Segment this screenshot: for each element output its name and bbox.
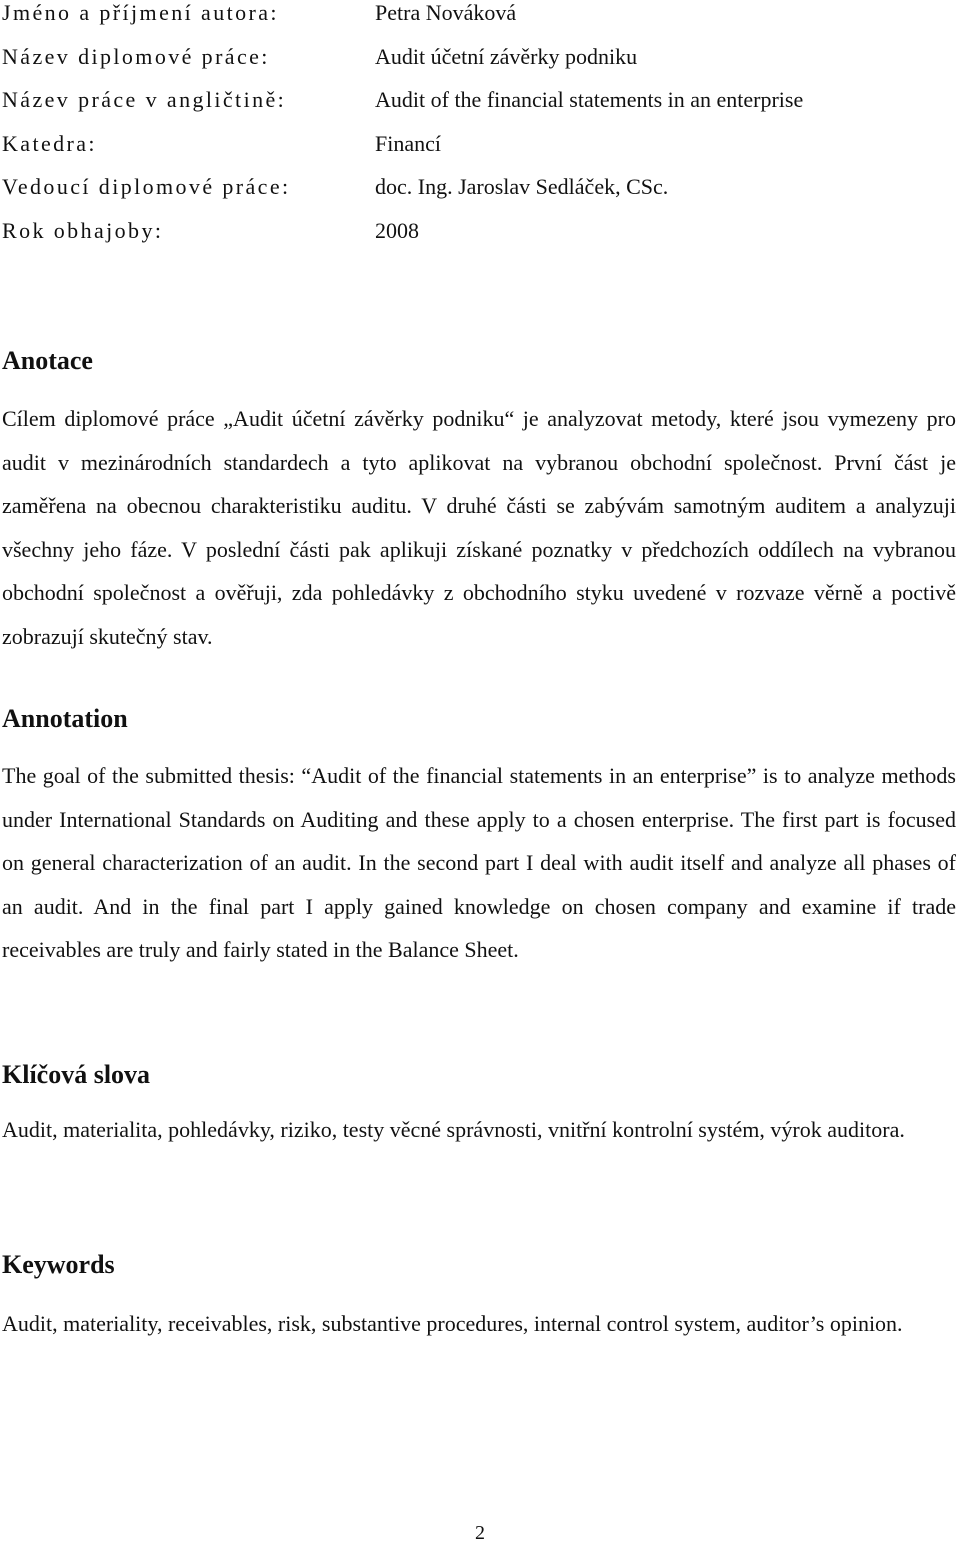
- keywords-heading: Keywords: [2, 1250, 115, 1279]
- department-row: [2, 131, 942, 175]
- defense-year-row: [2, 218, 942, 262]
- supervisor-row: [2, 174, 942, 218]
- thesis-title-value: Audit účetní závěrky podniku: [375, 43, 638, 69]
- english-title-row: [2, 87, 942, 131]
- english-title-label: Název práce v angličtině:: [2, 87, 287, 112]
- anotace-text: Cílem diplomové práce „Audit účetní závěrky podniku“ je analyzovat metody, které jsou vymezeny pro audit v mezinárodních standardech a tyto aplikovat na vybranou obchodní společnost. První část je zaměřena na obecnou charakteristiku auditu. V druhé části se zabývám samotným auditem a analyzuji všechny jeho fáze. V poslední části pak aplikuji získané poznatky v předchozích oddílech na vybranou obchodní společnost a ověřuji, zda pohledávky z obchodního styku uvedené v rozvaze věrně a poctivě zobrazují skutečný stav.: [2, 406, 956, 649]
- annotation-text: The goal of the submitted thesis: “Audit of the financial statements in an enterprise” is to analyze methods under International Standards on Auditing and these apply to a chosen enterprise. The first part is focused on general characterization of an audit. In the second part I deal with audit itself and analyze all phases of an audit. And in the final part I apply gained knowledge on chosen company and examine if trade receivables are truly and fairly stated in the Balance Sheet.: [2, 763, 956, 963]
- annotation-heading: Annotation: [2, 704, 128, 733]
- thesis-title-label: Název diplomové práce:: [2, 43, 270, 69]
- thesis-title-row: [2, 44, 942, 88]
- department-label: Katedra:: [2, 130, 97, 156]
- author-row: [2, 0, 942, 44]
- english-title-value: Audit of the financial statements in an enterprise: [375, 87, 804, 112]
- supervisor-label: Vedoucí diplomové práce:: [2, 174, 291, 199]
- keywords-text: Audit, materiality, receivables, risk, substantive procedures, internal control system, auditor’s opinion.: [2, 1311, 903, 1336]
- thesis-info-table: [2, 0, 942, 261]
- klicova-slova-text: Audit, materialita, pohledávky, riziko, testy věcné správnosti, vnitřní kontrolní systém, výrok auditora.: [2, 1117, 905, 1142]
- page-number: 2: [475, 1522, 485, 1544]
- anotace-section: [2, 346, 956, 659]
- annotation-section: [2, 704, 956, 972]
- keywords-section: [2, 1250, 956, 1346]
- supervisor-value: doc. Ing. Jaroslav Sedláček, CSc.: [375, 174, 669, 199]
- klicova-slova-heading: Klíčová slova: [2, 1060, 151, 1089]
- author-label: Jméno a příjmení autora:: [2, 0, 279, 25]
- author-value: Petra Nováková: [375, 0, 517, 25]
- defense-year-label: Rok obhajoby:: [2, 217, 164, 243]
- department-value: Financí: [375, 130, 441, 156]
- anotace-heading: Anotace: [2, 346, 93, 375]
- defense-year-value: 2008: [375, 217, 419, 243]
- klicova-slova-section: [2, 1060, 956, 1152]
